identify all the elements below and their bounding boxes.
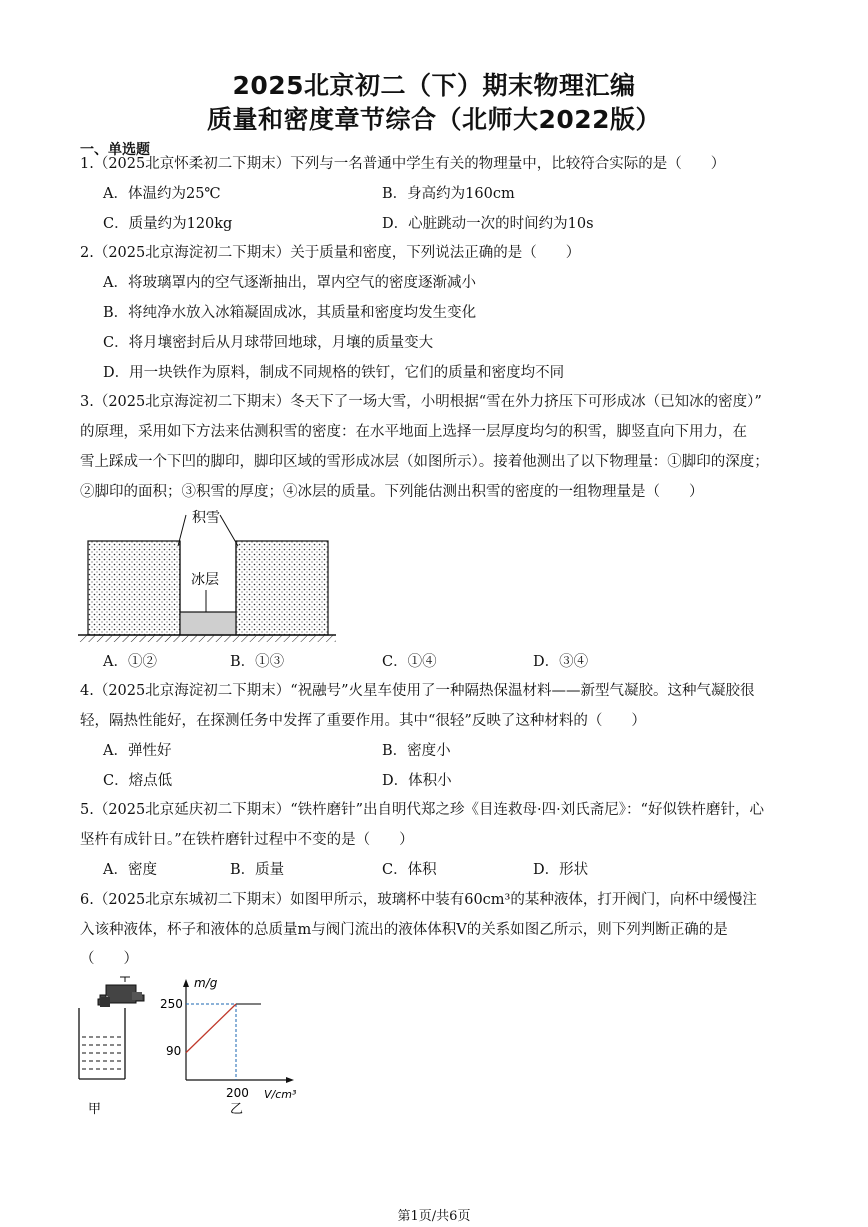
title-line-2: 质量和密度章节综合（北师大2022版） (206, 105, 662, 134)
q5-line-1: 5.（2025北京延庆初二下期末）“铁杵磨针”出自明代郑之珍《目连救母·四·刘氏斋尼》：“好似铁杵磨针，心 (80, 802, 764, 818)
q3-option-c: C．①④ (382, 654, 437, 670)
series-segment-0 (186, 1004, 236, 1053)
q5-option-a: A．密度 (103, 862, 157, 878)
q2-stem: 2.（2025北京海淀初二下期末）关于质量和密度，下列说法正确的是（ ） (80, 245, 581, 261)
q4-line-1: 4.（2025北京海淀初二下期末）“祝融号”火星车使用了一种隔热保温材料——新型气凝胶。这种气凝胶很 (80, 683, 755, 699)
y-axis-arrow (183, 979, 189, 987)
q1-stem: 1.（2025北京怀柔初二下期末）下列与一名普通中学生有关的物理量中，比较符合实际的是（ ） (80, 156, 726, 172)
q3-option-b: B．①③ (230, 654, 285, 670)
title-line-1: 2025北京初二（下）期末物理汇编 (232, 71, 636, 100)
snow-leader-line (178, 515, 186, 546)
liquid-dashes (82, 1037, 122, 1069)
y-axis-label: m/g (194, 976, 218, 990)
q3-line-1: 3.（2025北京海淀初二下期末）冬天下了一场大雪，小明根据“雪在外力挤压下可形成冰（已知冰的密度）” (80, 394, 762, 410)
q1-option-c: C．质量约为120kg (103, 216, 233, 232)
q2-option-d: D．用一块铁作为原料，制成不同规格的铁钉，它们的质量和密度均不同 (103, 365, 565, 381)
q3-line-2: 的原理，采用如下方法来估测积雪的密度：在水平地面上选择一层厚度均匀的积雪，脚竖直向下用力，在 (80, 424, 747, 440)
x-tick-200: 200 (226, 1086, 249, 1100)
y-tick-90: 90 (166, 1044, 182, 1058)
q4-option-d: D．体积小 (382, 773, 452, 789)
q3-option-d: D．③④ (533, 654, 589, 670)
snow-block-right (236, 541, 328, 635)
section-heading: 一、单选题 (80, 142, 150, 158)
page-footer: 第1页/共6页 (397, 1209, 471, 1224)
q5-option-b: B．质量 (230, 862, 285, 878)
q3-line-4: ②脚印的面积；③积雪的厚度；④冰层的质量。下列能估测出积雪的密度的一组物理量是（ ） (80, 484, 704, 500)
figure-yi-label: 乙 (230, 1102, 244, 1117)
q4-option-b: B．密度小 (382, 743, 451, 759)
q5-line-2: 坚杵有成针日。”在铁杵磨针过程中不变的是（ ） (80, 832, 414, 848)
q4-option-a: A．弹性好 (103, 743, 172, 759)
series-layer (186, 1004, 261, 1080)
q6-line-3: （ ） (80, 951, 138, 967)
snow-leader-line-2 (220, 515, 238, 546)
snow-footprint-figure (78, 508, 340, 648)
snow-block-left (88, 541, 180, 635)
x-axis-label: V/cm³ (264, 1088, 297, 1101)
snow-label: 积雪 (192, 510, 220, 526)
q2-option-b: B．将纯净水放入冰箱凝固成冰，其质量和密度均发生变化 (103, 305, 477, 321)
q5-option-c: C．体积 (382, 862, 437, 878)
y-tick-250: 250 (160, 997, 183, 1011)
q4-line-2: 轻，隔热性能好，在探测任务中发挥了重要作用。其中“很轻”反映了这种材料的（ ） (80, 713, 646, 729)
figure-jia-label: 甲 (88, 1102, 102, 1117)
q1-option-d: D．心脏跳动一次的时间约为10s (382, 216, 594, 232)
ice-layer (180, 612, 236, 635)
x-axis-arrow (286, 1077, 294, 1083)
q6-line-2: 入该种液体，杯子和液体的总质量m与阀门流出的液体体积V的关系如图乙所示，则下列判断正确的是 (80, 922, 728, 938)
q4-option-c: C．熔点低 (103, 773, 173, 789)
q5-option-d: D．形状 (533, 862, 589, 878)
ice-label: 冰层 (191, 572, 219, 588)
mass-volume-graph (160, 975, 320, 1120)
q1-option-b: B．身高约为160cm (382, 186, 515, 202)
ground-hatch (78, 635, 336, 642)
q1-option-a: A．体温约为25℃ (103, 186, 221, 202)
q3-option-a: A．①② (103, 654, 157, 670)
q3-line-3: 雪上踩成一个下凹的脚印，脚印区域的雪形成冰层（如图所示）。接着他测出了以下物理量：①脚印的深度； (80, 454, 769, 470)
faucet-cup-figure (76, 975, 156, 1120)
q2-option-c: C．将月壤密封后从月球带回地球，月壤的质量变大 (103, 335, 434, 351)
q2-option-a: A．将玻璃罩内的空气逐渐抽出，罩内空气的密度逐渐减小 (103, 275, 476, 291)
q6-line-1: 6.（2025北京东城初二下期末）如图甲所示，玻璃杯中装有60cm³的某种液体，打开阀门，向杯中缓慢注 (80, 892, 757, 908)
